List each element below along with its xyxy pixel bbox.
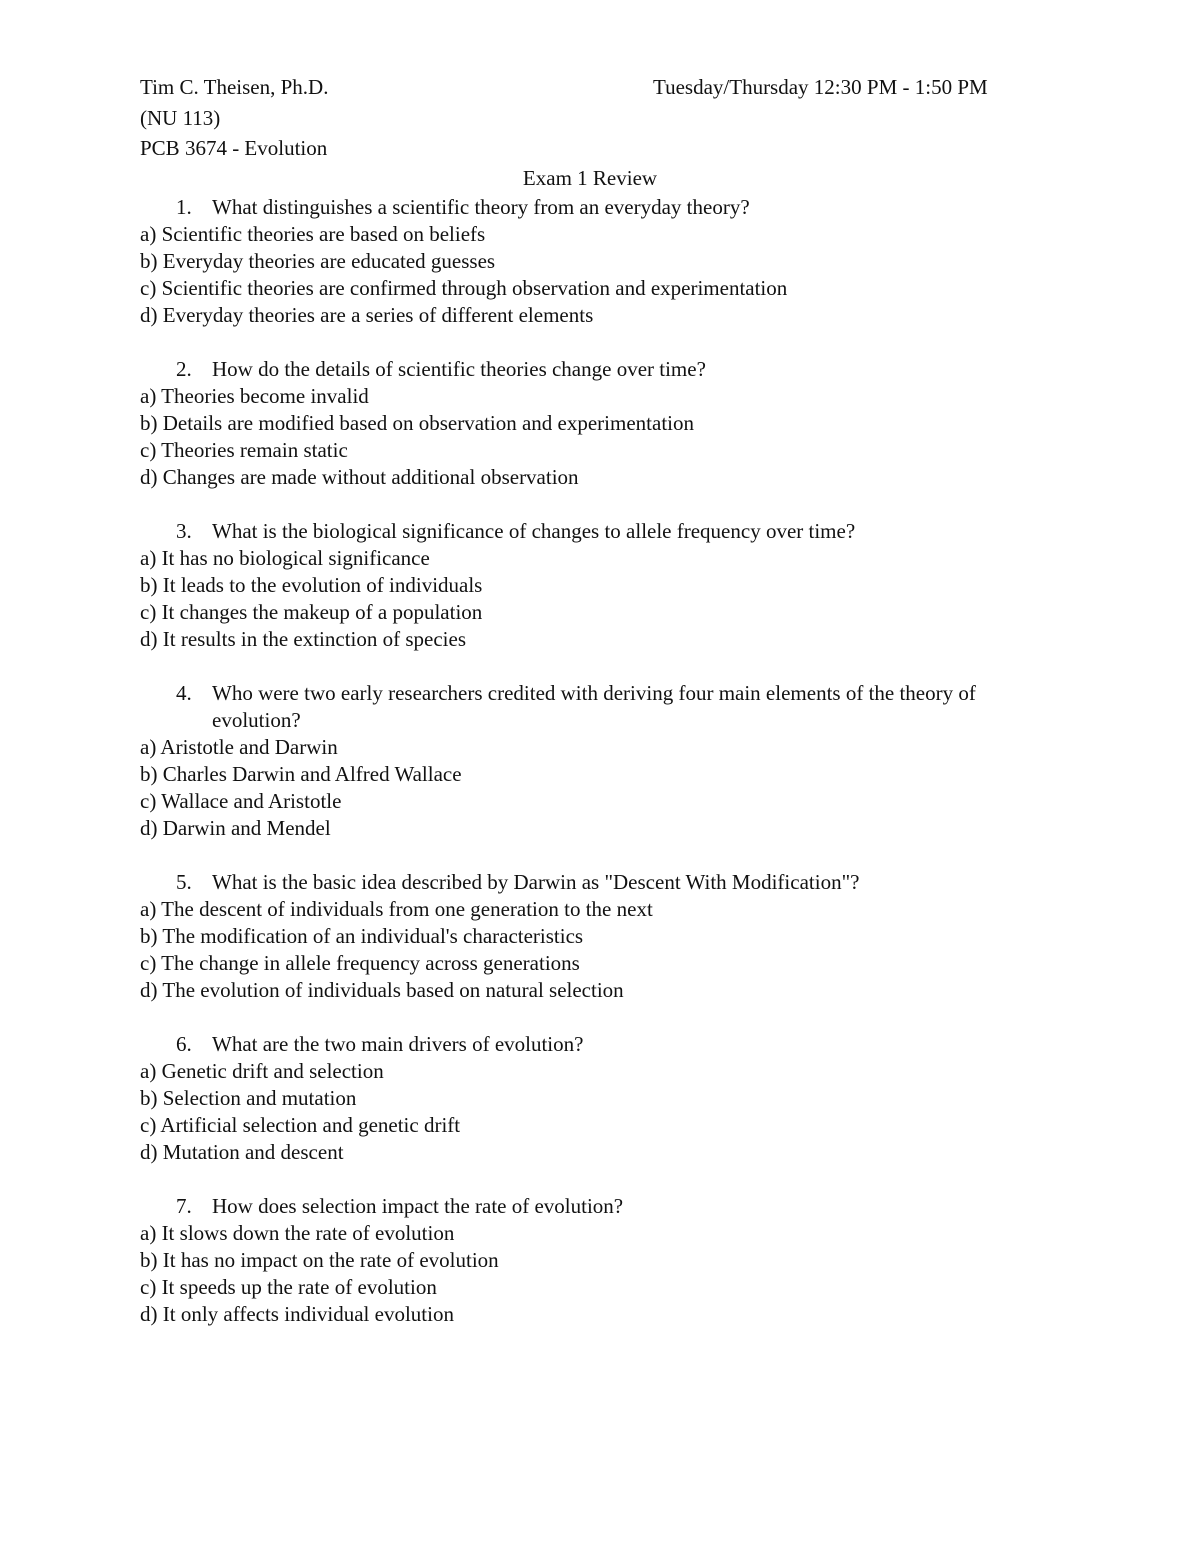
answer-option: a) Scientific theories are based on beliefs (140, 222, 486, 246)
document-page (140, 72, 1060, 1355)
question-text-line (140, 518, 1060, 545)
answer-option: c) It changes the makeup of a population (140, 600, 483, 624)
question-text: How does selection impact the rate of evolution? (212, 1194, 624, 1218)
question-text-line (140, 194, 1060, 221)
question-text-line (140, 356, 1060, 383)
answer-option: d) Changes are made without additional observation (140, 465, 579, 489)
question-text: How do the details of scientific theories change over time? (212, 357, 706, 381)
answer-option: a) Genetic drift and selection (140, 1059, 384, 1083)
question-text: What distinguishes a scientific theory from an everyday theory? (212, 195, 750, 219)
question-block (140, 356, 1060, 491)
course-name: PCB 3674 - Evolution (140, 136, 328, 160)
instructor-name: Tim C. Theisen, Ph.D. (140, 75, 329, 99)
question-block (140, 1193, 1060, 1328)
answer-option: b) Everyday theories are educated guesses (140, 249, 496, 273)
answer-option: b) Charles Darwin and Alfred Wallace (140, 762, 462, 786)
question-number: 2. (176, 357, 192, 381)
question-text: Who were two early researchers credited with deriving four main elements of the theory of evolution? (212, 681, 976, 732)
question-block (140, 680, 1060, 842)
question-number: 1. (176, 195, 192, 219)
question-block (140, 1031, 1060, 1166)
question-text: What are the two main drivers of evolution? (212, 1032, 584, 1056)
question-block (140, 518, 1060, 653)
answer-option: d) It results in the extinction of species (140, 627, 467, 651)
question-text: What is the biological significance of changes to allele frequency over time? (212, 519, 856, 543)
answer-option: a) Aristotle and Darwin (140, 735, 338, 759)
answer-option: d) The evolution of individuals based on natural selection (140, 978, 624, 1002)
answer-option: c) The change in allele frequency across generations (140, 951, 580, 975)
answer-option: a) Theories become invalid (140, 384, 369, 408)
question-text-line (140, 869, 1060, 896)
answer-option: c) Artificial selection and genetic drift (140, 1113, 461, 1137)
class-schedule: Tuesday/Thursday 12:30 PM - 1:50 PM (653, 75, 988, 99)
answer-option: a) It has no biological significance (140, 546, 430, 570)
question-list (140, 194, 1060, 1328)
answer-option: c) Theories remain static (140, 438, 348, 462)
answer-option: b) It has no impact on the rate of evolution (140, 1248, 499, 1272)
answer-option: b) The modification of an individual's characteristics (140, 924, 584, 948)
room-number: (NU 113) (140, 106, 221, 130)
header-row (140, 72, 1060, 103)
question-number: 7. (176, 1194, 192, 1218)
answer-option: b) Selection and mutation (140, 1086, 357, 1110)
answer-option: c) Scientific theories are confirmed through observation and experimentation (140, 276, 788, 300)
question-number: 4. (176, 681, 192, 705)
answer-option: a) The descent of individuals from one generation to the next (140, 897, 653, 921)
answer-option: b) It leads to the evolution of individuals (140, 573, 483, 597)
answer-option: d) Mutation and descent (140, 1140, 344, 1164)
answer-option: c) Wallace and Aristotle (140, 789, 342, 813)
answer-option: b) Details are modified based on observation and experimentation (140, 411, 694, 435)
question-text-line (140, 1031, 1060, 1058)
question-block (140, 194, 1060, 329)
question-number: 3. (176, 519, 192, 543)
answer-option: c) It speeds up the rate of evolution (140, 1275, 437, 1299)
question-text: What is the basic idea described by Darwin as "Descent With Modification"? (212, 870, 860, 894)
question-text-line (140, 1193, 1060, 1220)
question-text-line (140, 680, 1060, 734)
answer-option: d) It only affects individual evolution (140, 1302, 454, 1326)
answer-option: a) It slows down the rate of evolution (140, 1221, 455, 1245)
answer-option: d) Everyday theories are a series of different elements (140, 303, 594, 327)
question-number: 6. (176, 1032, 192, 1056)
document-title: Exam 1 Review (522, 166, 658, 190)
answer-option: d) Darwin and Mendel (140, 816, 331, 840)
question-number: 5. (176, 870, 192, 894)
question-block (140, 869, 1060, 1004)
